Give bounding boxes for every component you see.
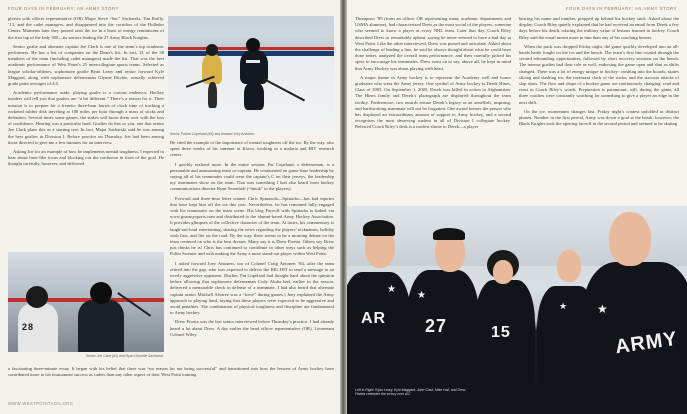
- paragraph: I quickly realized more. In the entire session, Pat Copeland, a defenseman, is a personable and unassuming team co-captain. He commented on game-time leadership by saying all of his teammates could wear the captain’s C on their jerseys, the leadership my teammates show on the team. That was something I had also heard from hockey communications director Ryan Yesenholt (“Smok” to the players).: [170, 161, 334, 192]
- folio: WWW.WESTPOINTAOG.ORG: [8, 401, 74, 406]
- photo-caption: Senior Patrick Copeland (#5) and forward Joey Antonen.: [170, 132, 255, 136]
- right-column-2: [519, 16, 679, 186]
- left-column-1: [8, 16, 164, 248]
- running-head: FOUR DAYS IN FEBRUARY: AN ARMY STORY: [565, 6, 677, 11]
- jersey-number: 28: [22, 322, 35, 332]
- hockey-action-photo: [168, 16, 334, 131]
- paragraph: He cited the example of the importance of mental toughness off the ice. By the way, also spent three weeks of his summer in Korea, working in a malaria and HIV research center.: [170, 140, 334, 158]
- paragraph: Thompson ’89 (from an officer OR representing many academic departments and USMA alumnae), had characterized Drew as the most social of the players, someone who seemed to know a player at every NHL team. Later that day, Coach Riley described Drew as remarkably upbeat, saying he never seemed to have a bad day at West Point. Like the other interviewed, Drew was poised and articulate. Asked about the challenge of leading a line, he said he always thought about what he could have done better, analyzed the overall team performance, and then carefully picked his spots to encourage his teammates. Drew went on to say, above all, he kept in mind that Army Hockey was about playing with heart.: [355, 16, 511, 71]
- photo-caption: Senior Joe Clark (#1) and Ryan Grouelle Sacharski.: [85, 354, 164, 358]
- paragraph: a fascinating three-minute essay. It began with his belief that there was “no reason for not being successful” and transitioned into how the lessons of Army hockey have contributed more to his tournament success as cadets than any other aspect of their West Point training.: [8, 366, 334, 378]
- paragraph: I asked forward Joey Antonen, son of Colonel Craig Antonen ’84, after the team retired into the gap, who was expected to deliver the BIG HIT to send a message to an overly aggressive opponent. (Earlier, Pat Copeland had thought hard about the question before allowing that sophomore defenseman Cody Aluka had, earlier in the season, delivered a memorable check in defense of a teammate. I had also heard that alternate captain senior Mitchell Alvarez was a “force” during games.) Joey explained the Army approach to playing hard, saying that these players were expected to be aggressive and avoid penalties. The combination of physical toughness and discipline are fundamental to Army hockey.: [170, 260, 334, 316]
- right-page: [347, 0, 687, 414]
- paragraph: Forward and three-time letter winner Chris Spinazola—Spinacks—has had injuries that have kept him off the ice this year. Nevertheless, he has remained fully engaged with his teammates on the team scene. His blog Faceoff with Spinacks is linked via www.goarmysports.com and distributed to the alumni-based Army Hockey Association. It provides glimpses of the collective character of the team. At times, his commentary is laugh-out-loud entertaining, sharing the news regarding the players’ nicknames, holiday wish lists, and life on the road. By the way, there seems to be a morning debate on the team centered on who is the best dresser. Many say it is Drew Fisetta. Others say Drew just thinks he is! Chris has continued to contribute in other ways such as helping the Polito Sweater and with making the Army a more stand-out player within West Point.: [170, 195, 334, 257]
- left-page: [0, 0, 340, 414]
- team-celebration-photo: [347, 206, 687, 414]
- jersey-number: 27: [425, 316, 448, 336]
- paragraph: bearing his name and number, propped up behind his hockey stick. Asked about the display, Coach Riley quietly explained that he had received an email from Derek a few days before his death, relating the military value of lessons learned in hockey. Coach Riley said the email meant more to him than any of his coaching honors.: [519, 16, 679, 40]
- paragraph: glories with officer representative (OR) Major Steve “Sac” Sacharski, Tim Reilly, ’13, and the cadet managers, and disappeared into the corridors of the Holleder Center. Moments later they poured onto the ice in a burst of energy reminiscent of the first lap of the Indy 500—its seniors leading the 27 Army Black Knights.: [8, 16, 164, 40]
- left-column-2: [170, 140, 334, 396]
- star-icon: ★: [417, 290, 426, 301]
- left-continuation: [8, 366, 334, 396]
- jersey-number: 15: [491, 324, 511, 341]
- right-column-1: [355, 16, 511, 212]
- paragraph: Asking Joe for an example of how he implements mental toughness, I expected to hear about laser-like focus and blocking out the confusion in front of the goal. He thought carefully, however, and delivered: [8, 149, 164, 167]
- paragraph: When the puck was dropped Friday night, the game quickly developed into an all-hands battle fought on the ice and the bench. The team’s first line rotated through the second rebounding opportunities, followed by short recovery sessions on the bench. The intense goalies had their role as well, endorsing the game open and shut as shifts changed. There was a lot of energy unique to hockey: crashing into the boards, skates slicing and slashing ice, the incessant clack of the sticks, and the staccato attacks of slap shots. The flow and shape of a hockey game are continuously changing: read and react in Coach Riley’s words. Preparation is paramount; still, during the game, all three coaches were constantly watching for something to give a player an edge in the next shift.: [519, 43, 679, 105]
- jersey-text: AR: [361, 310, 387, 327]
- star-icon: ★: [387, 284, 396, 295]
- photo-caption: Left to Right: Ryan Leary, Kyle Maggard, John Clark, Mike Hall, and Drew Fisetta celebrate the victory over AIC.: [355, 388, 466, 397]
- running-head: FOUR DAYS IN FEBRUARY: AN ARMY STORY: [8, 6, 120, 11]
- star-icon: ★: [559, 302, 568, 312]
- gutter: [340, 0, 347, 414]
- paragraph: Academic performance aside, playing goalie is a curious endeavor. Hockey insiders will tell you that goalies are “a bit different.” There’s a reason for it. Their mission is to prepare for a frenetic three-hour bursts of clock time of tracking a rocketed rubber disk traveling at 100 miles per hour through a mass of sticks and defenders. Several times some games, the stakes will boost them over with the loss of confidence. Hearing was a particular hard. Goalies do this so you, one that senior Joe Clark plans this as a starting test. In fact, Major Sacharski said he was among the best goalies in Division I. Before practice on Thursday, Joe had been among those directed to give me a few minutes for an interview.: [8, 90, 164, 145]
- paragraph: Senior goalie and alternate captain Joe Clark is one of the team’s top academic performers. He has a list of companies on the Dean’s list. In fact, 21 of the 30 members of the team (including cadet managers) made the list. That was the best academic performance of West Point’s 25 intercollegiate sports teams. Selected as league scholar-athletes, sophomore goalie Ryan Leary and senior forward Kyle Maggard, along with sophomore defenseman Glynne Ritchie, actually achieved grade point averages of 4.0.: [8, 43, 164, 87]
- paragraph: On the ice, momentum changes fast. Friday night’s contest unfolded in distinct phases. Number in the first period, Army was down a goal at the break; however, the Black Knights took the opening faceoff in the second period and seemed to be skating: [519, 108, 679, 127]
- paragraph: Drew Fisetta was the last senior interviewed before Thursday’s practice. I had already heard a lot about Drew. A day earlier the head officer representative (OR), Lieutenant Colonel Wiley: [170, 319, 334, 337]
- paragraph: A major theme in Army hockey is to represent the Academy well and honor graduates who wear the Army jersey. One symbol of Army hockey is Derek Hines, Class of 2005. On September 1, 2005, Derek was killed in action in Afghanistan. The Hines family and Derek’s photograph are displayed throughout the team facility. Furthermore, two awards ensure Derek’s legacy as an unselfish, inspiring, and hardworking teammate will not be forgotten. One award honors the person who has displayed an extraordinary amount of support to Army hockey, and a second recognizes the most deserving student in all of Division I collegiate hockey. Referred Coach Riley’s desk is a modest shrine to Derek—a player: [355, 74, 511, 130]
- jersey-text: ARMY: [613, 327, 680, 359]
- bench-photo: [8, 252, 164, 352]
- star-icon: ★: [597, 302, 608, 316]
